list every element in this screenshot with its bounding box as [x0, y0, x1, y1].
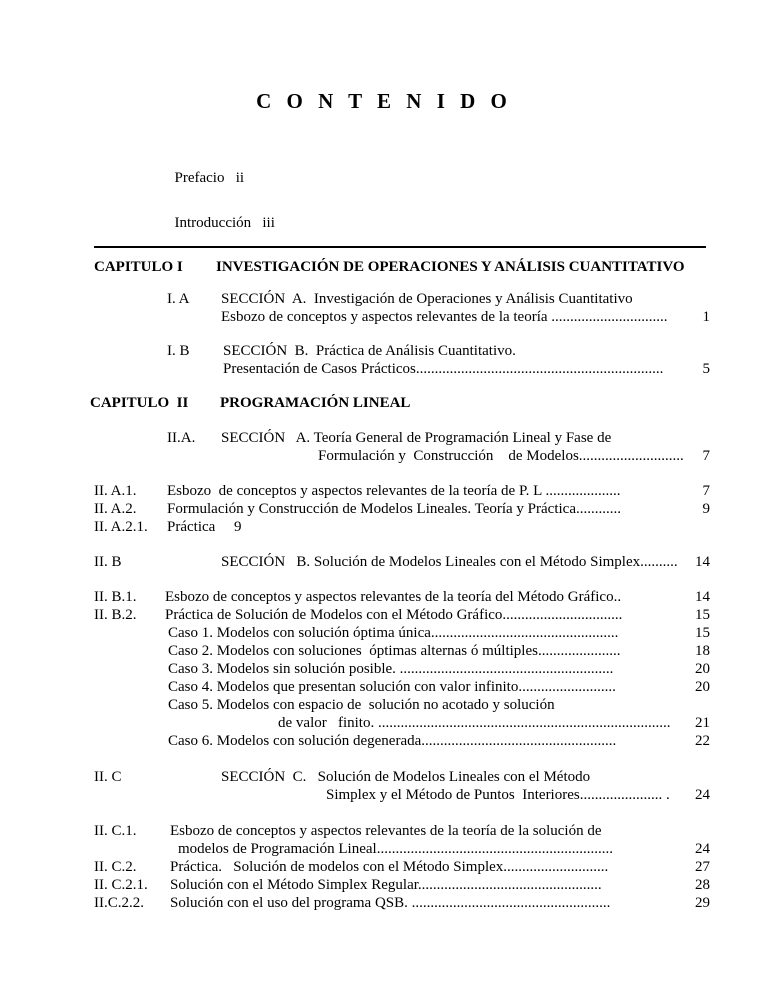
section-subtitle[interactable]: Esbozo de conceptos y aspectos relevantes de la teoría ............................... [221, 309, 668, 325]
toc-entry-label: Prefacio [174, 170, 225, 186]
section-code: I. B [167, 343, 190, 359]
subsection-title-continuation[interactable]: modelos de Programación Lineal............................................................... [178, 841, 613, 857]
section-code: II. C [94, 769, 122, 785]
case-entry[interactable]: Caso 1. Modelos con solución óptima única.................................................. [168, 625, 619, 641]
section-title[interactable]: SECCIÓN A. Teoría General de Programación Lineal y Fase de [221, 430, 612, 446]
case-entry[interactable]: Caso 3. Modelos sin solución posible. ......................................................... [168, 661, 614, 677]
toc-page-number: 28 [695, 877, 710, 893]
subsection-title[interactable]: Práctica de Solución de Modelos con el Método Gráfico................................ [165, 607, 623, 623]
subsection-code: II. C.2. [94, 859, 137, 875]
section-title[interactable]: SECCIÓN A. Investigación de Operaciones y Análisis Cuantitativo [221, 291, 633, 307]
section-subtitle[interactable]: Presentación de Casos Prácticos.................................................................. [223, 361, 664, 377]
toc-page-number: 27 [695, 859, 710, 875]
case-entry-continuation[interactable]: de valor finito. .............................................................................. [278, 715, 671, 731]
chapter-2-heading: PROGRAMACIÓN LINEAL [220, 395, 411, 411]
case-entry[interactable]: Caso 2. Modelos con soluciones óptimas alternas ó múltiples...................... [168, 643, 621, 659]
section-title[interactable]: SECCIÓN C. Solución de Modelos Lineales con el Método [221, 769, 591, 785]
toc-page-number: 5 [702, 361, 710, 377]
toc-page-number: 18 [695, 643, 710, 659]
toc-page-number: 24 [695, 841, 710, 857]
subsection-title[interactable]: Solución con el Método Simplex Regular................................................. [170, 877, 602, 893]
case-entry[interactable]: Caso 6. Modelos con solución degenerada.................................................... [168, 733, 617, 749]
section-title[interactable]: SECCIÓN B. Solución de Modelos Lineales con el Método Simplex.......... [221, 554, 678, 570]
subsection-title[interactable]: Práctica. Solución de modelos con el Método Simplex............................ [170, 859, 609, 875]
section-code: II.A. [167, 430, 196, 446]
subsection-code: II.C.2.2. [94, 895, 144, 911]
toc-page-number: 7 [702, 448, 710, 464]
chapter-1-heading: INVESTIGACIÓN DE OPERACIONES Y ANÁLISIS CUANTITATIVO [216, 259, 685, 275]
section-subtitle[interactable]: Simplex y el Método de Puntos Interiores...................... . [326, 787, 670, 803]
toc-page-number: 1 [702, 309, 710, 325]
subsection-code: II. B.1. [94, 589, 137, 605]
toc-page-number: 7 [702, 483, 710, 499]
toc-page-number: 24 [695, 787, 710, 803]
chapter-1-label: CAPITULO I [94, 259, 183, 275]
section-code: II. B [94, 554, 122, 570]
toc-page-number: 15 [695, 607, 710, 623]
subsection-title[interactable]: Esbozo de conceptos y aspectos relevantes de la teoría de P. L .................... [167, 483, 621, 499]
toc-page-number: 14 [695, 554, 710, 570]
page-title: C O N T E N I D O [256, 89, 512, 113]
toc-entry-introduccion[interactable] [167, 196, 275, 232]
case-entry[interactable]: Caso 5. Modelos con espacio de solución no acotado y solución [168, 697, 555, 713]
subsection-title[interactable]: Solución con el uso del programa QSB. ..................................................... [170, 895, 611, 911]
subsection-code: II. A.2.1. [94, 519, 148, 535]
toc-entry-prefacio[interactable] [167, 151, 244, 187]
case-entry[interactable]: Caso 4. Modelos que presentan solución con valor infinito.......................... [168, 679, 616, 695]
chapter-2-label: CAPITULO II [90, 395, 189, 411]
section-title[interactable]: SECCIÓN B. Práctica de Análisis Cuantitativo. [223, 343, 516, 359]
section-subtitle[interactable]: Formulación y Construcción de Modelos............................ [318, 448, 684, 464]
subsection-title[interactable]: Esbozo de conceptos y aspectos relevantes de la teoría de la solución de [170, 823, 602, 839]
subsection-title[interactable]: Práctica 9 [167, 519, 242, 535]
toc-page-number: 29 [695, 895, 710, 911]
subsection-code: II. B.2. [94, 607, 137, 623]
subsection-code: II. C.2.1. [94, 877, 148, 893]
subsection-code: II. C.1. [94, 823, 137, 839]
toc-page-number: iii [262, 215, 275, 231]
subsection-code: II. A.2. [94, 501, 137, 517]
toc-page-number: 15 [695, 625, 710, 641]
subsection-title[interactable]: Esbozo de conceptos y aspectos relevantes de la teoría del Método Gráfico.. [165, 589, 622, 605]
toc-page-number: 20 [695, 679, 710, 695]
toc-page-number: 22 [695, 733, 710, 749]
toc-page-number: 21 [695, 715, 710, 731]
horizontal-divider [94, 246, 706, 248]
toc-page-number: ii [235, 170, 245, 186]
toc-page-number: 14 [695, 589, 710, 605]
toc-page-number: 9 [702, 501, 710, 517]
toc-page-number: 20 [695, 661, 710, 677]
section-code: I. A [167, 291, 190, 307]
subsection-code: II. A.1. [94, 483, 137, 499]
subsection-title[interactable]: Formulación y Construcción de Modelos Lineales. Teoría y Práctica............ [167, 501, 621, 517]
toc-entry-label: Introducción [174, 215, 252, 231]
